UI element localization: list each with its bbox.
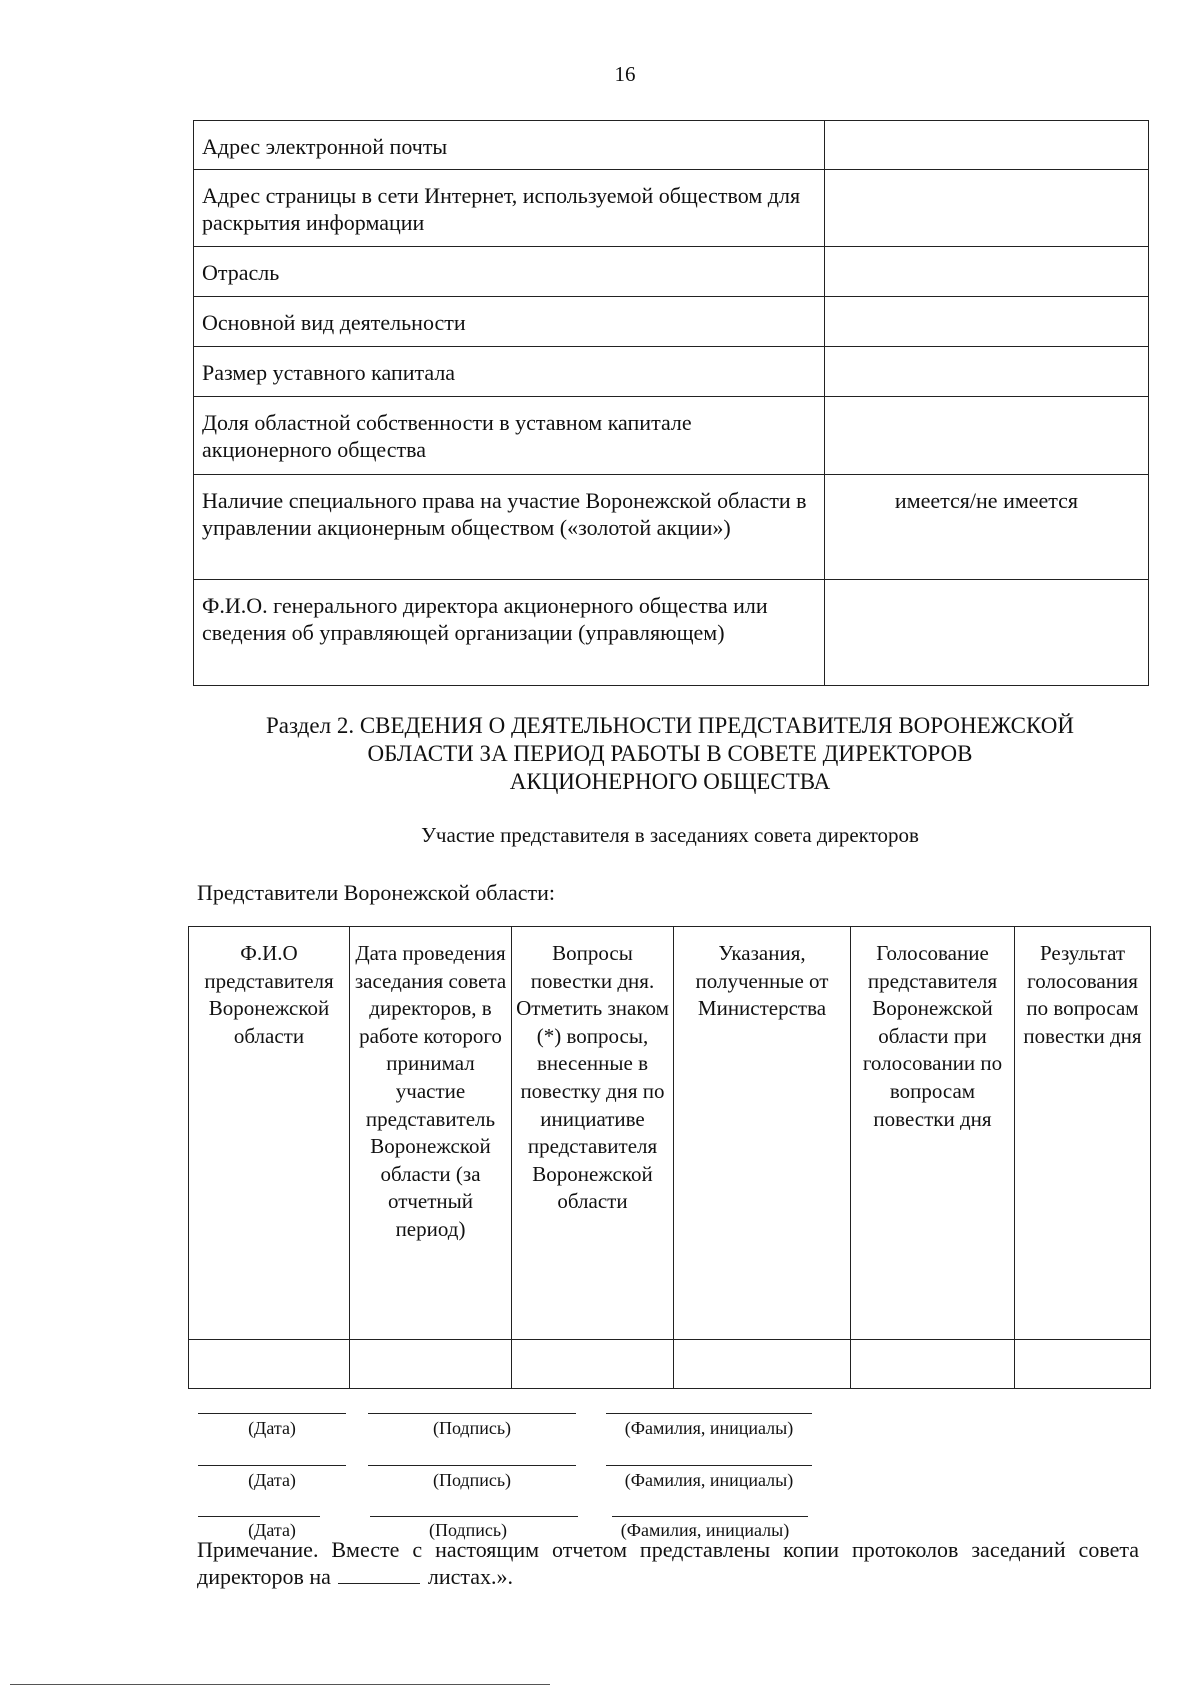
row-value: [825, 580, 1149, 686]
row-label: Наличие специального права на участие Воронежской области в управлении акционерным обществом («золотой акции»): [194, 475, 825, 580]
table-row: [194, 397, 1149, 475]
signature-caption: (Подпись): [428, 1520, 508, 1540]
table-cell: [674, 1340, 851, 1389]
table-row: [194, 121, 1149, 170]
section-title: [220, 712, 1120, 796]
signature-caption: (Подпись): [432, 1418, 512, 1438]
row-label: Основной вид деятельности: [194, 297, 825, 347]
signature-line: [370, 1516, 578, 1517]
row-label: Адрес электронной почты: [194, 121, 825, 170]
column-header: Дата проведения заседания совета директоров, в работе которого принимал участие представитель Воронежской области (за отчетный период): [350, 927, 512, 1340]
representatives-label: Представители Воронежской области:: [197, 880, 556, 905]
column-header: Вопросы повестки дня. Отметить знаком (*) вопросы, внесенные в повестку дня по инициативе представителя Воронежской области: [512, 927, 674, 1340]
company-info-table: [193, 120, 1149, 686]
table-cell: [189, 1340, 350, 1389]
section-title-line: АКЦИОНЕРНОГО ОБЩЕСТВА: [509, 769, 831, 794]
row-value: [825, 121, 1149, 170]
table-row: [189, 1340, 1151, 1389]
date-line: [198, 1516, 320, 1517]
row-value: [825, 297, 1149, 347]
row-value: [825, 397, 1149, 475]
name-caption: (Фамилия, инициалы): [624, 1418, 794, 1438]
name-caption: (Фамилия, инициалы): [620, 1520, 790, 1540]
name-line: [612, 1516, 808, 1517]
row-value: имеется/не имеется: [825, 475, 1149, 580]
table-header-row: [189, 927, 1151, 1340]
date-caption: (Дата): [248, 1418, 296, 1438]
note-paragraph: [197, 1536, 1139, 1590]
note-text: Примечание. Вместе с настоящим отчетом представлены копии протоколов заседаний совета директоров на: [197, 1537, 1139, 1589]
row-value: [825, 347, 1149, 397]
signature-line: [368, 1465, 576, 1466]
column-header: Голосование представителя Воронежской области при голосовании по вопросам повестки дня: [851, 927, 1015, 1340]
table-row: [194, 170, 1149, 247]
table-cell: [1015, 1340, 1151, 1389]
row-label: Ф.И.О. генерального директора акционерного общества или сведения об управляющей организации (управляющем): [194, 580, 825, 686]
date-line: [198, 1465, 346, 1466]
name-line: [606, 1413, 812, 1414]
sheet-count-blank: [338, 1565, 420, 1584]
date-caption: (Дата): [248, 1470, 296, 1490]
date-line: [198, 1413, 346, 1414]
signature-line: [368, 1413, 576, 1414]
date-caption: (Дата): [248, 1520, 296, 1540]
column-header: Ф.И.О представителя Воронежской области: [189, 927, 350, 1340]
footer-divider: [10, 1684, 550, 1685]
column-header: Указания, полученные от Министерства: [674, 927, 851, 1340]
page-number: 16: [614, 62, 636, 86]
name-line: [606, 1465, 812, 1466]
table-cell: [350, 1340, 512, 1389]
table-row: [194, 580, 1149, 686]
table-row: [194, 347, 1149, 397]
column-header: Результат голосования по вопросам повестки дня: [1015, 927, 1151, 1340]
table-row: [194, 297, 1149, 347]
note-text-end: листах.».: [427, 1564, 514, 1589]
representatives-table: [188, 926, 1151, 1389]
table-cell: [512, 1340, 674, 1389]
row-label: Отрасль: [194, 247, 825, 297]
table-row: [194, 247, 1149, 297]
row-label: Адрес страницы в сети Интернет, используемой обществом для раскрытия информации: [194, 170, 825, 247]
row-label: Доля областной собственности в уставном капитале акционерного общества: [194, 397, 825, 475]
section-title-line: Раздел 2. СВЕДЕНИЯ О ДЕЯТЕЛЬНОСТИ ПРЕДСТАВИТЕЛЯ ВОРОНЕЖСКОЙ: [266, 713, 1074, 738]
section-title-line: ОБЛАСТИ ЗА ПЕРИОД РАБОТЫ В СОВЕТЕ ДИРЕКТОРОВ: [367, 741, 973, 766]
table-row: [194, 475, 1149, 580]
name-caption: (Фамилия, инициалы): [624, 1470, 794, 1490]
table-cell: [851, 1340, 1015, 1389]
signature-caption: (Подпись): [432, 1470, 512, 1490]
row-value: [825, 170, 1149, 247]
section-subtitle: Участие представителя в заседаниях совета директоров: [421, 823, 919, 847]
row-label: Размер уставного капитала: [194, 347, 825, 397]
row-value: [825, 247, 1149, 297]
